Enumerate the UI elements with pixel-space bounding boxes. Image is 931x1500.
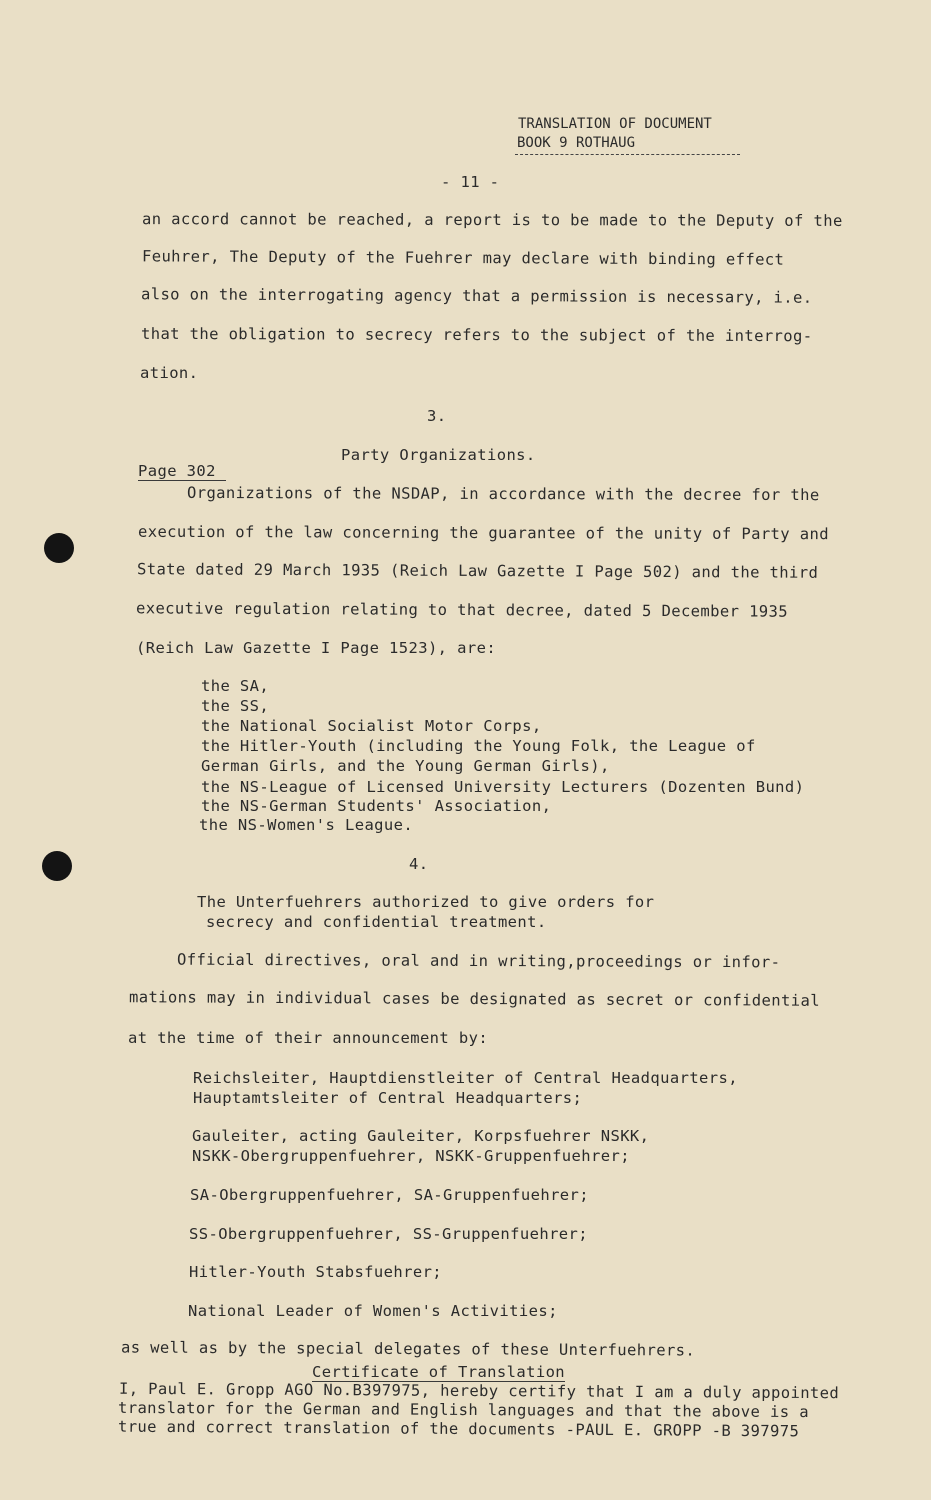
section-4-line: at the time of their announcement by:: [128, 1029, 489, 1047]
section-4-line: Official directives, oral and in writing,proceedings or infor-: [176, 950, 781, 972]
header-title: TRANSLATION OF DOCUMENT: [518, 116, 712, 132]
intro-line: that the obligation to secrecy refers to the subject of the interrog-: [140, 324, 813, 346]
page-reference: Page 302: [138, 462, 226, 481]
binder-hole-top: [44, 533, 74, 563]
official-entry: Gauleiter, acting Gauleiter, Korpsfuehrer NSKK,: [192, 1127, 650, 1145]
section-3-title: Party Organizations.: [341, 446, 536, 464]
organization-item: the SA,: [201, 677, 270, 695]
certificate-line: translator for the German and English languages and that the above is a: [117, 1398, 810, 1422]
official-entry: SA-Obergruppenfuehrer, SA-Gruppenfuehrer;: [190, 1186, 590, 1204]
closing-line: as well as by the special delegates of these Unterfuehrers.: [120, 1338, 696, 1360]
section-3-number: 3.: [427, 407, 447, 425]
header-rule: [515, 154, 740, 155]
intro-line: also on the interrogating agency that a permission is necessary, i.e.: [140, 285, 813, 307]
section-3-line: (Reich Law Gazette I Page 1523), are:: [136, 639, 497, 657]
section-3-line: executive regulation relating to that decree, dated 5 December 1935: [135, 599, 789, 621]
section-4-number: 4.: [409, 855, 429, 873]
official-entry: National Leader of Women's Activities;: [188, 1302, 558, 1320]
official-entry: Reichsleiter, Hauptdienstleiter of Central Headquarters,: [193, 1069, 738, 1087]
official-entry: NSKK-Obergruppenfuehrer, NSKK-Gruppenfuehrer;: [192, 1147, 630, 1165]
section-3-line: State dated 29 March 1935 (Reich Law Gazette I Page 502) and the third: [136, 560, 819, 582]
organization-item: the SS,: [201, 697, 270, 715]
organization-item: the NS-League of Licensed University Lecturers (Dozenten Bund): [201, 778, 805, 796]
certificate-title: Certificate of Translation: [312, 1363, 566, 1381]
certificate-line: I, Paul E. Gropp AGO No.B397975, hereby certify that I am a duly appointed: [118, 1379, 840, 1403]
organization-item: the NS-German Students' Association,: [201, 797, 552, 815]
page-number: - 11 -: [441, 173, 500, 191]
organization-item: the NS-Women's League.: [199, 816, 414, 834]
organization-item: the Hitler-Youth (including the Young Folk, the League of: [201, 737, 756, 755]
official-entry: Hauptamtsleiter of Central Headquarters;: [193, 1089, 583, 1107]
section-3-line: Organizations of the NSDAP, in accordance with the decree for the: [186, 483, 820, 505]
official-entry: SS-Obergruppenfuehrer, SS-Gruppenfuehrer;: [189, 1225, 589, 1243]
official-entry: Hitler-Youth Stabsfuehrer;: [189, 1263, 443, 1281]
section-3-line: execution of the law concerning the guarantee of the unity of Party and: [137, 522, 829, 544]
certificate-line: true and correct translation of the documents -PAUL E. GROPP -B 397975: [117, 1417, 800, 1441]
binder-hole-bottom: [42, 851, 72, 881]
organization-item: the National Socialist Motor Corps,: [201, 717, 542, 735]
section-4-title: The Unterfuehrers authorized to give orders for: [197, 893, 655, 911]
section-4-line: mations may in individual cases be designated as secret or confidential: [128, 988, 821, 1010]
intro-line: an accord cannot be reached, a report is to be made to the Deputy of the: [141, 210, 843, 230]
intro-line: ation.: [140, 364, 199, 382]
organization-item: German Girls, and the Young German Girls),: [201, 757, 610, 775]
header-book: BOOK 9 ROTHAUG: [517, 135, 636, 151]
section-4-title: secrecy and confidential treatment.: [206, 913, 547, 931]
intro-line: Feuhrer, The Deputy of the Fuehrer may declare with binding effect: [141, 247, 785, 269]
